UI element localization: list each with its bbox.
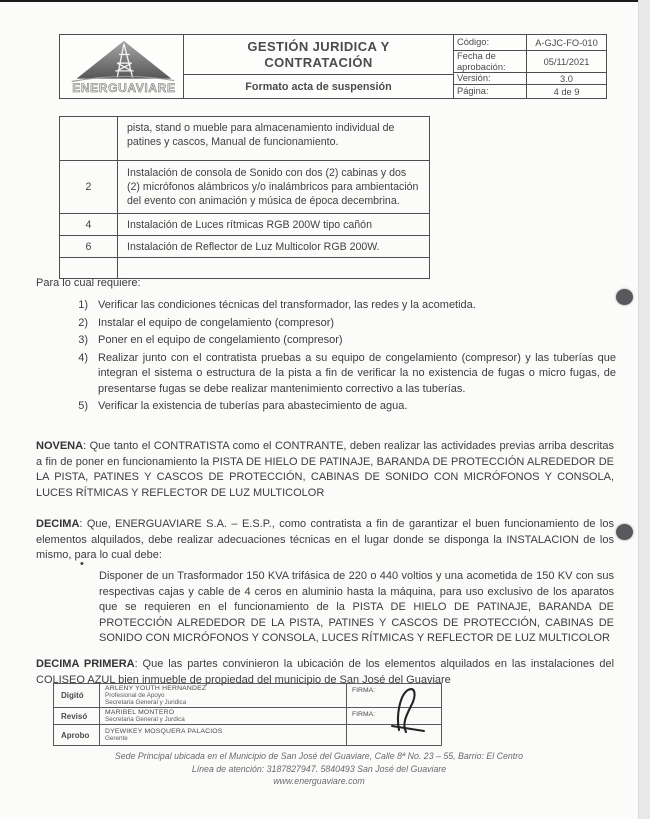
item-description: Instalación de consola de Sonido con dos (2) cabinas y dos (2) micrófonos alámbricos y/o inalámbricos para ambientación del evento con animación y música de época decembrina. xyxy=(127,167,419,207)
list-item-number: 1) xyxy=(78,299,88,311)
signature-row xyxy=(54,708,441,725)
document-subtitle: Formato acta de suspensión xyxy=(245,80,392,93)
list-item-text: Verificar la existencia de tuberías para abastecimiento de agua. xyxy=(98,400,408,412)
code-value: 3.0 xyxy=(560,73,573,84)
binder-hole-mark xyxy=(616,524,633,540)
item-number xyxy=(60,117,118,160)
signature-name-cell xyxy=(100,725,347,745)
code-row xyxy=(454,85,606,98)
clause-text: : Que tanto el CONTRATISTA como el CONTRANTE, deben realizar las actividades previas arriba descritas a fin de poner en funcionamiento la PISTA DE HIELO DE PATINAJE, BARANDA DE PROTECCIÓN ALREDEDOR DE LA PISTA, PATINES Y CASCOS DE PROTECCIÓN, CABINAS DE SONIDO CON MICRÓFONOS Y CONSOLA, LUCES RÍTMICAS Y REFLECTOR DE LUZ MULTICOLOR xyxy=(36,440,614,499)
code-label: Fecha de aprobación: xyxy=(454,51,527,72)
signature-row xyxy=(54,684,441,708)
title-line-2: CONTRATACIÓN xyxy=(264,54,373,70)
installation-items-table xyxy=(59,116,430,279)
signature-table xyxy=(53,683,442,746)
list-item xyxy=(36,351,616,398)
code-row xyxy=(454,51,606,73)
code-value: A-GJC-FO-010 xyxy=(535,37,598,48)
company-logo xyxy=(60,35,184,98)
signer-title: Profesional de Apoyo xyxy=(105,692,165,699)
clause-text: : Que, ENERGUAVIARE S.A. – E.S.P., como contratista a fin de garantizar el buen funcionamiento de los elementos alquilados, debe realizar adecuaciones técnicas en el lugar donde se disponga la INSTALACION de los mismo, para lo cual debe: xyxy=(36,518,614,561)
code-label: Versión: xyxy=(454,73,527,84)
signer-title: Gerente xyxy=(105,735,128,742)
energuaviare-logo-icon xyxy=(64,37,180,97)
item-description xyxy=(118,258,429,278)
item-number xyxy=(60,258,118,278)
signer-name: ARLENY YOUTH HERNANDEZ xyxy=(105,685,207,692)
list-item-number: 5) xyxy=(78,400,88,412)
clause-decima xyxy=(36,517,614,564)
list-item xyxy=(36,333,616,349)
table-row xyxy=(60,117,429,161)
item-description: Instalación de Luces rítmicas RGB 200W tipo cañón xyxy=(127,218,372,231)
code-row xyxy=(454,35,606,51)
item-description: Instalación de Reflector de Luz Multicolor RGB 200W. xyxy=(127,240,380,253)
table-row xyxy=(60,214,429,236)
list-item xyxy=(36,399,616,415)
item-number: 2 xyxy=(60,161,118,213)
signature-role: Revisó xyxy=(54,708,100,724)
code-value: 05/11/2021 xyxy=(543,56,590,67)
signer-name: DYEWIKEY MOSQUERA PALACIOS xyxy=(105,728,223,735)
signature-name-cell xyxy=(100,684,347,707)
list-item-text: Instalar el equipo de congelamiento (compresor) xyxy=(98,316,335,329)
scan-edge-artifact xyxy=(0,0,650,2)
page-footer xyxy=(30,750,608,788)
code-label: Código: xyxy=(454,35,527,50)
list-item xyxy=(36,298,616,314)
binder-hole-mark xyxy=(616,289,633,305)
list-item-text: Realizar junto con el contratista pruebas a su equipo de congelamiento (compresor) y las tuberías que integran el sistema o estructura de la pista a fin de verificar la no existencia de fugas o micro fugas, de presentarse fugas se debe realizar mantenimiento correctivo a las tuberías. xyxy=(98,351,616,395)
list-item-number: 3) xyxy=(78,334,88,346)
firma-cell: FIRMA: xyxy=(352,687,376,694)
clause-label: DECIMA xyxy=(36,518,80,530)
signer-title: Secretaria General y Jurdica xyxy=(105,716,185,723)
title-line-1: GESTIÓN JURIDICA Y xyxy=(247,39,390,54)
table-row xyxy=(60,161,429,214)
scan-right-edge xyxy=(638,0,650,819)
list-item-text: Verificar las condiciones técnicas del transformador, las redes y la acometida. xyxy=(98,299,476,311)
requirements-intro: Para lo cual requiere: xyxy=(36,277,141,289)
code-value: 4 de 9 xyxy=(553,86,580,97)
footer-address: Sede Principal ubicada en el Municipio de San José del Guaviare, Calle 8ª No. 23 – 55, Barrio: El Centro xyxy=(114,751,524,761)
code-label: Página: xyxy=(454,85,527,98)
list-item-number: 2) xyxy=(78,316,88,329)
signature-role: Digitó xyxy=(54,684,100,707)
bullet-icon: • xyxy=(80,558,84,570)
bullet-paragraph: Disponer de un Trasformador 150 KVA trifásica de 220 o 440 voltios y una acometida de 150 KV con sus respectivas cajas y cable de 4 ceros en aluminio hasta la máquina, para uso exclusivo de los aparatos que se requieren en el funcionamiento de la PISTA DE HIELO DE PATINAJE, BARANDA DE PROTECCIÓN ALREDEDOR DE LA PISTA, PATINES Y CASCOS DE PROTECCIÓN, CABINAS DE SONIDO CON MICRÓFONOS Y CONSOLA, LUCES RÍTMICAS Y REFLECTOR DE LUZ MULTICOLOR xyxy=(99,570,614,644)
list-item xyxy=(36,316,616,332)
document-header-table xyxy=(59,34,607,99)
signature-role: Aprobo xyxy=(54,725,100,745)
signature-row xyxy=(54,725,441,745)
header-title-cell xyxy=(184,35,454,98)
item-number: 4 xyxy=(60,214,118,235)
footer-website: www.energuaviare.com xyxy=(273,776,365,786)
signer-title: Secretaria General y Juridica xyxy=(105,699,187,706)
table-row xyxy=(60,258,429,278)
clause-novena xyxy=(36,439,614,501)
list-item-text: Poner en el equipo de congelamiento (compresor) xyxy=(98,334,343,346)
clause-label: DECIMA PRIMERA xyxy=(36,658,135,670)
signer-name: MARIBEL MONTERO xyxy=(105,709,175,716)
document-title xyxy=(184,35,453,75)
code-row xyxy=(454,73,606,85)
table-row xyxy=(60,236,429,258)
clause-text: : Que las partes convinieron la ubicación de los elementos alquilados en las instalaciones del COLISEO AZUL bien inmueble de propiedad del municipio de San José del Guaviare xyxy=(36,658,615,686)
logo-wordmark: ENERGUAVIARE xyxy=(71,80,176,95)
firma-cell: FIRMA: xyxy=(352,711,376,718)
requirements-list xyxy=(36,298,616,417)
footer-phone: Línea de atención: 3187827947. 5840493 San José del Guaviare xyxy=(191,763,447,774)
handwritten-signature-icon xyxy=(390,685,428,735)
signature-name-cell xyxy=(100,708,347,724)
list-item-number: 4) xyxy=(78,351,88,364)
item-number: 6 xyxy=(60,236,118,257)
clause-label: NOVENA xyxy=(36,440,84,452)
header-codes-cell xyxy=(454,35,606,98)
item-description: pista, stand o mueble para almacenamiento individual de patines y cascos, Manual de funcionamiento. xyxy=(127,122,395,148)
